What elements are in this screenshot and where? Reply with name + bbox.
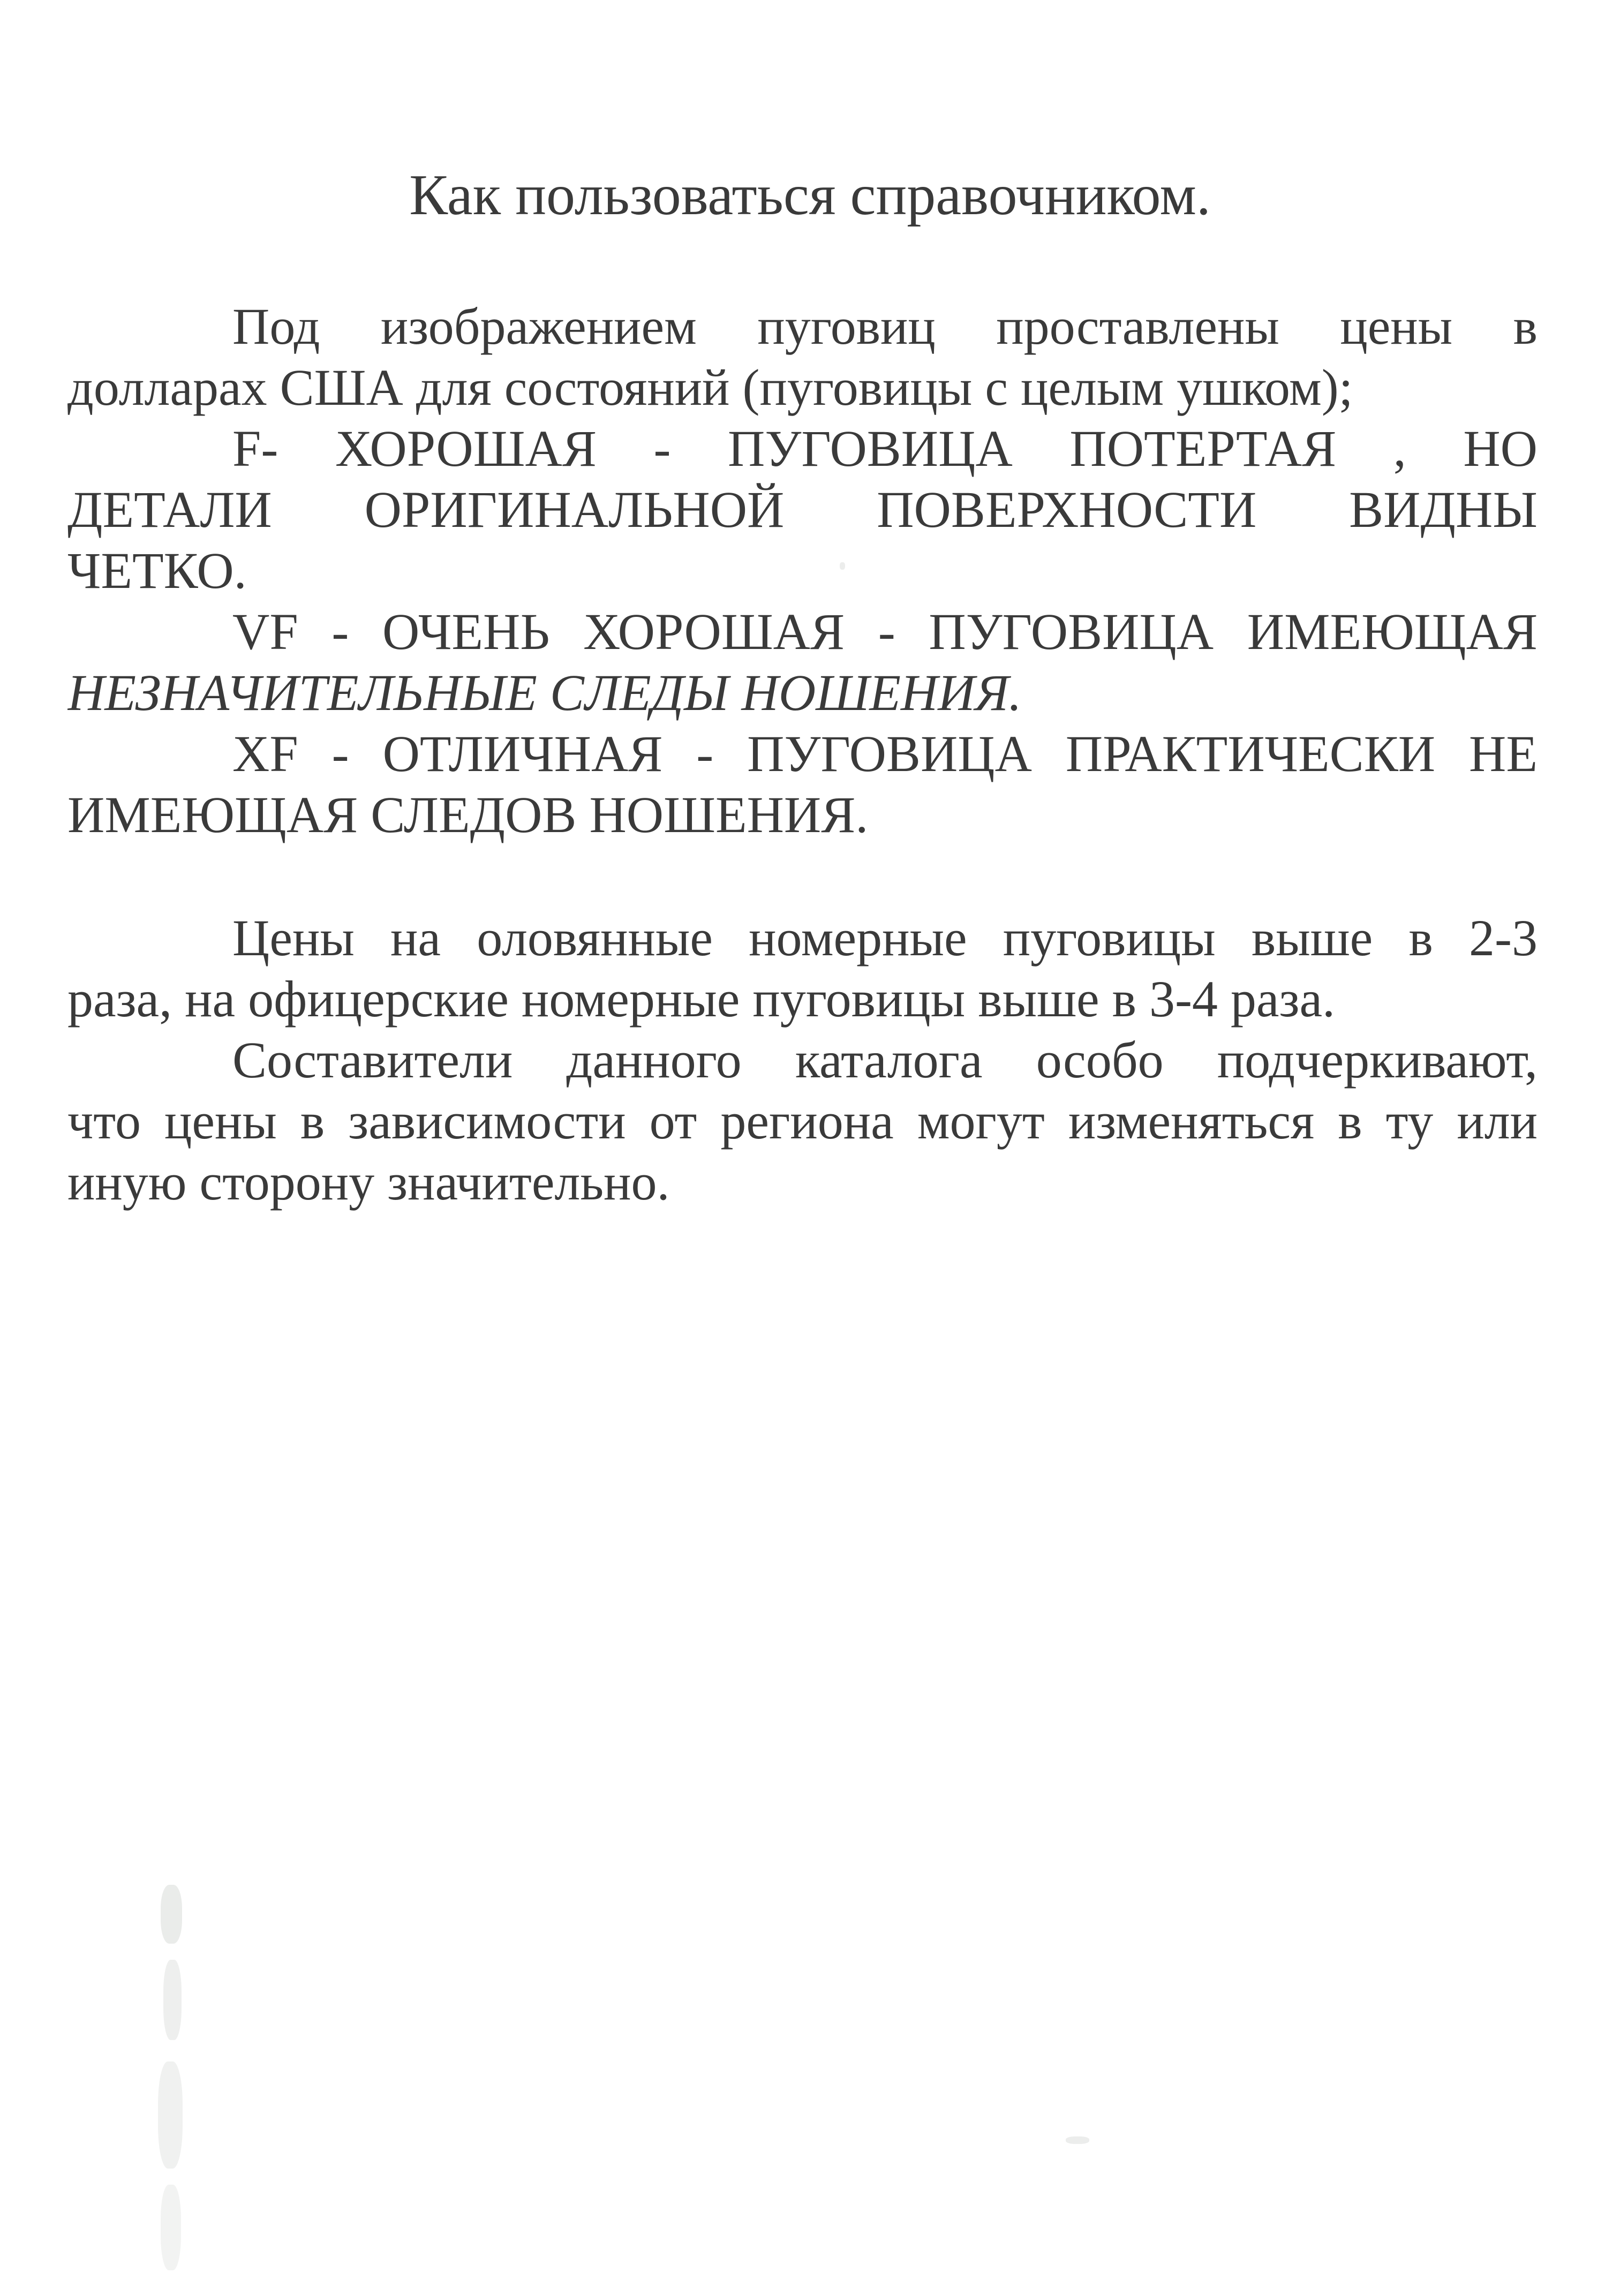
prices-note-line-1: Цены на оловянные номерные пуговицы выше в 2-3 bbox=[232, 909, 1538, 966]
grade-vf-line-1: VF - ОЧЕНЬ ХОРОШАЯ - ПУГОВИЦА ИМЕЮЩАЯ bbox=[232, 603, 1538, 660]
grade-xf-line-2: ИМЕЮЩАЯ СЛЕДОВ НОШЕНИЯ. bbox=[67, 786, 869, 843]
compilers-note-line-1: Составители данного каталога особо подчеркивают, bbox=[232, 1031, 1538, 1089]
compilers-note-line-2: что цены в зависимости от региона могут изменяться в ту или bbox=[67, 1092, 1538, 1150]
scan-mark bbox=[158, 2061, 183, 2169]
grade-f-line-3: ЧЕТКО. bbox=[67, 542, 247, 599]
scan-mark bbox=[161, 1885, 182, 1944]
grade-f-line-2: ДЕТАЛИ ОРИГИНАЛЬНОЙ ПОВЕРХНОСТИ ВИДНЫ bbox=[67, 481, 1538, 538]
paragraph-1-line-2: долларах США для состояний (пуговицы с целым ушком); bbox=[67, 359, 1353, 416]
grade-vf-line-2: НЕЗНАЧИТЕЛЬНЫЕ СЛЕДЫ НОШЕНИЯ. bbox=[67, 664, 1022, 721]
scan-mark bbox=[163, 1960, 182, 2040]
compilers-note-line-3: иную сторону значительно. bbox=[67, 1153, 670, 1211]
scan-mark bbox=[1066, 2136, 1089, 2144]
paragraph-1-line-1: Под изображением пуговиц проставлены цены в bbox=[232, 298, 1538, 355]
prices-note-line-2: раза, на офицерские номерные пуговицы выше в 3-4 раза. bbox=[67, 970, 1336, 1028]
scan-mark bbox=[840, 562, 845, 570]
scan-mark bbox=[161, 2185, 181, 2270]
grade-f-line-1: F- ХОРОШАЯ - ПУГОВИЦА ПОТЕРТАЯ , НО bbox=[232, 420, 1538, 477]
grade-xf-line-1: XF - ОТЛИЧНАЯ - ПУГОВИЦА ПРАКТИЧЕСКИ НЕ bbox=[232, 725, 1538, 782]
page-title: Как пользоваться справочником. bbox=[409, 163, 1211, 227]
